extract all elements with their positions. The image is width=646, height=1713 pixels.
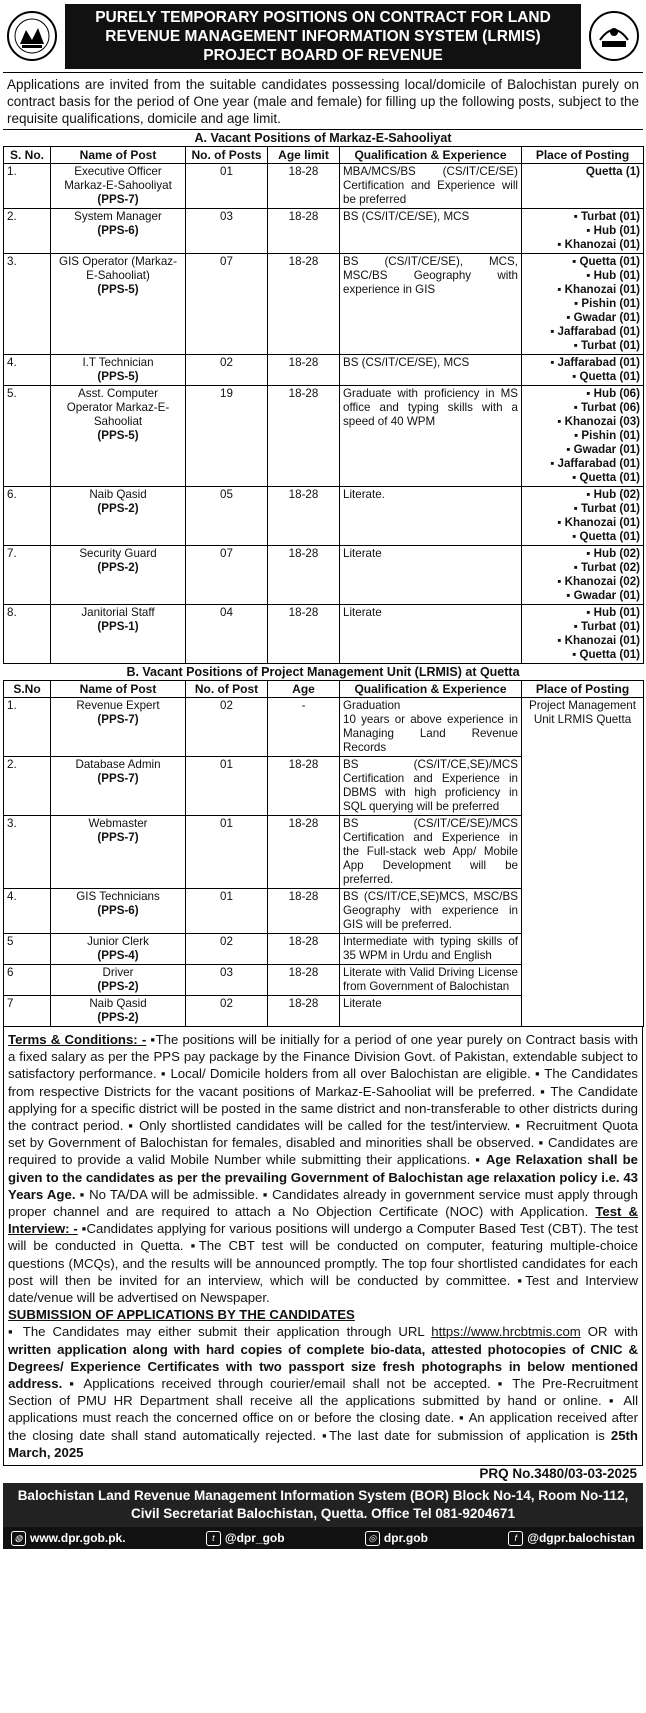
pay-scale: (PPS-5) (97, 283, 139, 296)
section-b-table (3, 680, 644, 1027)
posting-location: ▪ Hub (01) (586, 269, 640, 282)
pay-scale: (PPS-6) (97, 904, 139, 917)
age-limit-cell: 18-28 (268, 355, 340, 386)
submission-text-1: ▪ The Candidates may either submit their application through URL (8, 1324, 432, 1340)
serial-number-cell: 8. (4, 605, 51, 664)
posting-location: ▪ Khanozai (01) (557, 516, 640, 529)
post-name-cell (51, 965, 186, 996)
posting-location: ▪ Jaffarabad (01) (550, 325, 640, 338)
experience-text: 10 years or above experience in Managing Land Revenue Records (343, 713, 518, 754)
section-a-header-cell: Age limit (268, 147, 340, 164)
post-count-cell: 03 (186, 965, 268, 996)
serial-number-cell: 7. (4, 546, 51, 605)
post-name: Database Admin (75, 758, 161, 771)
post-name-cell (51, 386, 186, 487)
posting-location: ▪ Gwadar (01) (566, 311, 640, 324)
post-count-cell: 01 (186, 164, 268, 209)
serial-number-cell: 6. (4, 487, 51, 546)
age-relaxation-text: ▪ Age Relaxation shall be given to the candidates as per the prevailing Government of Balochistan age relaxation policy i.e. 43 Years Age. (8, 1152, 638, 1202)
serial-number-cell: 3. (4, 816, 51, 889)
posting-location: ▪ Quetta (01) (572, 255, 640, 268)
test-interview-heading: Test & Interview: - (8, 1204, 638, 1237)
intro-text: Applications are invited from the suitable candidates possessing local/domicile of Balochistan purely on contract basis for the period of One year (male and female) for filling up the following posts, subject to the requisite qualifications, domicile and age limit. (3, 73, 643, 130)
post-count-cell: 07 (186, 546, 268, 605)
posting-location: ▪ Turbat (02) (573, 561, 640, 574)
pay-scale: (PPS-7) (97, 772, 139, 785)
post-count-cell: 02 (186, 698, 268, 757)
posting-location: ▪ Jaffarabad (01) (550, 356, 640, 369)
qualification-cell: BS (CS/IT/CE/SE), MCS (340, 355, 522, 386)
table-row (4, 164, 644, 209)
posting-location: ▪ Hub (01) (586, 224, 640, 237)
posting-location: ▪ Khanozai (03) (557, 415, 640, 428)
posting-location: Quetta (1) (585, 165, 640, 178)
qualification-cell: BS (CS/IT/CE/SE), MCS (340, 209, 522, 254)
posting-location: ▪ Gwadar (01) (566, 589, 640, 602)
age-limit-cell: 18-28 (268, 209, 340, 254)
posting-location: ▪ Turbat (01) (573, 210, 640, 223)
serial-number-cell: 5. (4, 386, 51, 487)
advertisement-page (3, 0, 643, 1549)
place-of-posting-cell (522, 209, 644, 254)
pay-scale: (PPS-2) (97, 561, 139, 574)
posting-location: ▪ Quetta (01) (572, 530, 640, 543)
posting-location: ▪ Quetta (01) (572, 648, 640, 661)
post-count-cell: 01 (186, 816, 268, 889)
age-limit-cell: 18-28 (268, 254, 340, 355)
serial-number-cell: 4. (4, 355, 51, 386)
section-b-header-cell: Place of Posting (522, 681, 644, 698)
age-limit-cell: 18-28 (268, 605, 340, 664)
posting-location: ▪ Hub (02) (586, 547, 640, 560)
place-of-posting-cell (522, 386, 644, 487)
table-row (4, 209, 644, 254)
posting-location: ▪ Turbat (01) (573, 339, 640, 352)
serial-number-cell: 2. (4, 757, 51, 816)
pay-scale: (PPS-5) (97, 429, 139, 442)
closing-date: 25th March, 2025 (8, 1427, 638, 1460)
terms-text-1: ▪The positions will be initially for a period of one year purely on Contract basis with a fixed salary as per the PPS pay package by the Finance Division Govt. of Pakistan, extendable subject to satisfactory performance. ▪ Local/ Domicile holders from all over Balochistan are eligible. ▪ The Candidates from respective Districts for the vacant positions of Markaz-E-Sahooliat will be preferred. ▪ The Candidate applying for a specific district will be posted in the same district and non-transferable to other districts during the contract period. ▪ Only shortlisted candidates will be called for the test/interview. ▪ Recruitment Quota set by Government of Balochistan for females, disabled and minorities shall be observed. ▪ Candidates are required to provide a valid Mobile Number while submitting their applications. (8, 1032, 638, 1168)
qualification-cell: Literate (340, 546, 522, 605)
posting-location: ▪ Jaffarabad (01) (550, 457, 640, 470)
age-limit-cell: 18-28 (268, 546, 340, 605)
qualification-cell (340, 996, 522, 1027)
post-count-cell: 19 (186, 386, 268, 487)
post-count-cell: 01 (186, 889, 268, 934)
serial-number-cell: 1. (4, 698, 51, 757)
section-b-header-cell: Age (268, 681, 340, 698)
section-b-header-cell: No. of Post (186, 681, 268, 698)
qualification-cell (340, 757, 522, 816)
posting-location: ▪ Turbat (06) (573, 401, 640, 414)
qualification-text: Literate with Valid Driving License from Government of Balochistan (343, 966, 518, 993)
post-name: Naib Qasid (89, 997, 147, 1010)
qualification-cell: Literate (340, 605, 522, 664)
pay-scale: (PPS-4) (97, 949, 139, 962)
posting-location: ▪ Hub (02) (586, 488, 640, 501)
posting-location: ▪ Turbat (01) (573, 502, 640, 515)
submission-required-docs: written application along with hard copies of complete bio-data, attested photocopies of CNIC & Degrees/ Experience Certificates with two passport size fresh photographs in below mentioned address. (8, 1341, 638, 1392)
serial-number-cell: 3. (4, 254, 51, 355)
section-a-header-cell: Qualification & Experience (340, 147, 522, 164)
qualification-text: Literate (343, 997, 382, 1010)
table-row (4, 355, 644, 386)
post-count-cell: 02 (186, 934, 268, 965)
post-name: Webmaster (88, 817, 148, 830)
section-b-header-cell: S.No (4, 681, 51, 698)
terms-text-2: ▪ No TA/DA will be admissible. ▪ Candidates already in government service must apply through proper channel and are required to attach a No Objection Certificate (NOC) with Application. (8, 1186, 638, 1220)
section-a-header-cell: Place of Posting (522, 147, 644, 164)
age-cell: 18-28 (268, 934, 340, 965)
twitter-icon: t (206, 1531, 221, 1546)
page-title: PURELY TEMPORARY POSITIONS ON CONTRACT FOR LAND REVENUE MANAGEMENT INFORMATION SYSTEM (LRMIS) PROJECT BOARD OF REVENUE (65, 4, 581, 69)
post-name-cell (51, 487, 186, 546)
posting-location: ▪ Hub (01) (586, 606, 640, 619)
post-name: Janitorial Staff (81, 606, 155, 619)
post-count-cell: 02 (186, 996, 268, 1027)
posting-location: ▪ Turbat (01) (573, 620, 640, 633)
application-url-link[interactable]: https://www.hrcbtmis.com (431, 1324, 581, 1340)
qualification-cell: BS (CS/IT/CE/SE), MCS, MSC/BS Geography with experience in GIS (340, 254, 522, 355)
place-of-posting-cell (522, 546, 644, 605)
post-name: Naib Qasid (89, 488, 147, 501)
section-a-header-cell: S. No. (4, 147, 51, 164)
post-name: Driver (102, 966, 134, 979)
post-name: Revenue Expert (76, 699, 160, 712)
posting-location: ▪ Hub (06) (586, 387, 640, 400)
pay-scale: (PPS-7) (97, 831, 139, 844)
qualification-text: BS (CS/IT/CE,SE)/MCS Certification and Experience in DBMS with high proficiency in SQL querying will be preferred (343, 758, 518, 813)
qualification-text: BS (CS/IT/CE/SE)/MCS Certification and Experience in the Full-stack web App/ Mobile App Development will be preferred. (343, 817, 518, 886)
qualification-text: Graduation (343, 699, 401, 712)
serial-number-cell: 1. (4, 164, 51, 209)
pay-scale: (PPS-6) (97, 224, 139, 237)
table-row (4, 546, 644, 605)
serial-number-cell: 6 (4, 965, 51, 996)
left-seal-logo (3, 7, 61, 65)
serial-number-cell: 4. (4, 889, 51, 934)
qualification-cell (340, 889, 522, 934)
post-name: I.T Technician (82, 356, 154, 369)
posting-location: ▪ Khanozai (01) (557, 283, 640, 296)
post-name: Security Guard (79, 547, 157, 560)
posting-location: ▪ Khanozai (02) (557, 575, 640, 588)
post-name-cell (51, 355, 186, 386)
posting-location: ▪ Quetta (01) (572, 370, 640, 383)
qualification-cell (340, 965, 522, 996)
pay-scale: (PPS-5) (97, 370, 139, 383)
social-twitter[interactable]: t @dpr_gob (206, 1531, 285, 1546)
post-name-cell (51, 889, 186, 934)
submission-text-2: OR with (580, 1324, 638, 1340)
post-name: System Manager (74, 210, 162, 223)
facebook-icon: f (508, 1531, 523, 1546)
pay-scale: (PPS-2) (97, 1011, 139, 1024)
instagram-icon: ◎ (365, 1531, 380, 1546)
age-cell: 18-28 (268, 889, 340, 934)
post-name: Junior Clerk (87, 935, 149, 948)
section-b-header-cell: Qualification & Experience (340, 681, 522, 698)
terms-section (3, 1027, 643, 1466)
table-row (4, 254, 644, 355)
place-of-posting-cell: Project Management Unit LRMIS Quetta (522, 698, 644, 1027)
post-count-cell: 01 (186, 757, 268, 816)
age-limit-cell: 18-28 (268, 164, 340, 209)
place-of-posting-cell (522, 355, 644, 386)
qualification-cell (340, 698, 522, 757)
age-limit-cell: 18-28 (268, 386, 340, 487)
post-count-cell: 02 (186, 355, 268, 386)
table-row (4, 386, 644, 487)
posting-location: ▪ Khanozai (01) (557, 238, 640, 251)
header (3, 0, 643, 73)
post-name-cell (51, 605, 186, 664)
post-count-cell: 04 (186, 605, 268, 664)
section-a-header-cell: Name of Post (51, 147, 186, 164)
post-name: Executive Officer Markaz-E-Sahooliyat (64, 165, 172, 192)
post-name-cell (51, 546, 186, 605)
serial-number-cell: 2. (4, 209, 51, 254)
age-limit-cell: 18-28 (268, 487, 340, 546)
pay-scale: (PPS-2) (97, 980, 139, 993)
post-name-cell (51, 164, 186, 209)
place-of-posting-cell (522, 254, 644, 355)
qualification-text: BS (CS/IT/CE,SE)MCS, MSC/BS Geography with experience in GIS will be preferred. (343, 890, 518, 931)
post-name-cell (51, 254, 186, 355)
post-count-cell: 03 (186, 209, 268, 254)
qualification-cell: Literate. (340, 487, 522, 546)
qualification-cell (340, 934, 522, 965)
posting-location: ▪ Quetta (01) (572, 471, 640, 484)
section-a-table (3, 146, 644, 664)
age-cell: 18-28 (268, 996, 340, 1027)
posting-location: ▪ Pishin (01) (574, 429, 640, 442)
age-cell: - (268, 698, 340, 757)
section-b-title: B. Vacant Positions of Project Management Unit (LRMIS) at Quetta (126, 665, 520, 679)
pay-scale: (PPS-7) (97, 193, 139, 206)
submission-heading: SUBMISSION OF APPLICATIONS BY THE CANDIDATES (8, 1307, 355, 1323)
social-bar (3, 1527, 643, 1549)
section-a-header-cell: No. of Posts (186, 147, 268, 164)
post-name: GIS Technicians (76, 890, 160, 903)
pay-scale: (PPS-1) (97, 620, 139, 633)
terms-heading: Terms & Conditions: - (8, 1032, 147, 1047)
serial-number-cell: 7 (4, 996, 51, 1027)
section-b-header-cell: Name of Post (51, 681, 186, 698)
qualification-text: Intermediate with typing skills of 35 WPM in Urdu and English (343, 935, 518, 962)
post-name-cell (51, 698, 186, 757)
post-name: Asst. Computer Operator Markaz-E-Sahooliat (66, 387, 170, 428)
post-count-cell: 05 (186, 487, 268, 546)
social-instagram[interactable]: ◎ dpr.gob (365, 1531, 428, 1546)
section-a-title: A. Vacant Positions of Markaz-E-Sahooliyat (194, 131, 452, 145)
place-of-posting-cell (522, 605, 644, 664)
terms-text-3: ▪Candidates applying for various positions will undergo a Computer Based Test (CBT). The test will be conducted in Quetta. ▪The CBT test will be conducted on computer, featuring multiple-choice questions (MCQs), and the results will be announced promptly. The top four shortlisted candidates for each post will then be invited for an interview, which will be conducted by committee. ▪Test and Interview date/venue will be advertised on Newspaper. (8, 1221, 638, 1306)
post-name-cell (51, 209, 186, 254)
posting-location: ▪ Gwadar (01) (566, 443, 640, 456)
place-of-posting-cell (522, 164, 644, 209)
post-name-cell (51, 934, 186, 965)
age-cell: 18-28 (268, 816, 340, 889)
social-website[interactable]: ◍ www.dpr.gob.pk. (11, 1531, 126, 1546)
table-row (4, 698, 644, 757)
post-name-cell (51, 816, 186, 889)
table-row (4, 605, 644, 664)
prq-number: PRQ No.3480/03-03-2025 (479, 1466, 637, 1482)
qualification-cell: Graduate with proficiency in MS office and typing skills with a speed of 40 WPM (340, 386, 522, 487)
post-name: GIS Operator (Markaz-E-Sahooliat) (59, 255, 177, 282)
posting-location: ▪ Pishin (01) (574, 297, 640, 310)
place-of-posting-cell (522, 487, 644, 546)
submission-text-3: ▪ Applications received through courier/email shall not be accepted. ▪ The Pre-Recruitment Section of PMU HR Department shall receive all the applications submitted by hand or online. ▪ All applications must reach the concerned office on or before the closing date. ▪ An application received after the closing date shall stand automatically rejected. ▪The last date for submission of application is (8, 1376, 638, 1443)
post-name-cell (51, 757, 186, 816)
posting-location: ▪ Khanozai (01) (557, 634, 640, 647)
table-row (4, 487, 644, 546)
qualification-cell: MBA/MCS/BS (CS/IT/CE/SE) Certification and Experience will be preferred (340, 164, 522, 209)
post-count-cell: 07 (186, 254, 268, 355)
pay-scale: (PPS-2) (97, 502, 139, 515)
globe-icon: ◍ (11, 1531, 26, 1546)
social-facebook[interactable]: f @dgpr.balochistan (508, 1531, 635, 1546)
age-cell: 18-28 (268, 757, 340, 816)
qualification-cell (340, 816, 522, 889)
serial-number-cell: 5 (4, 934, 51, 965)
post-name-cell (51, 996, 186, 1027)
age-cell: 18-28 (268, 965, 340, 996)
pay-scale: (PPS-7) (97, 713, 139, 726)
footer-address: Balochistan Land Revenue Management Information System (BOR) Block No-14, Room No-112, Civil Secretariat Balochistan, Quetta. Office Tel 081-9204671 (3, 1483, 643, 1527)
right-seal-logo (585, 7, 643, 65)
